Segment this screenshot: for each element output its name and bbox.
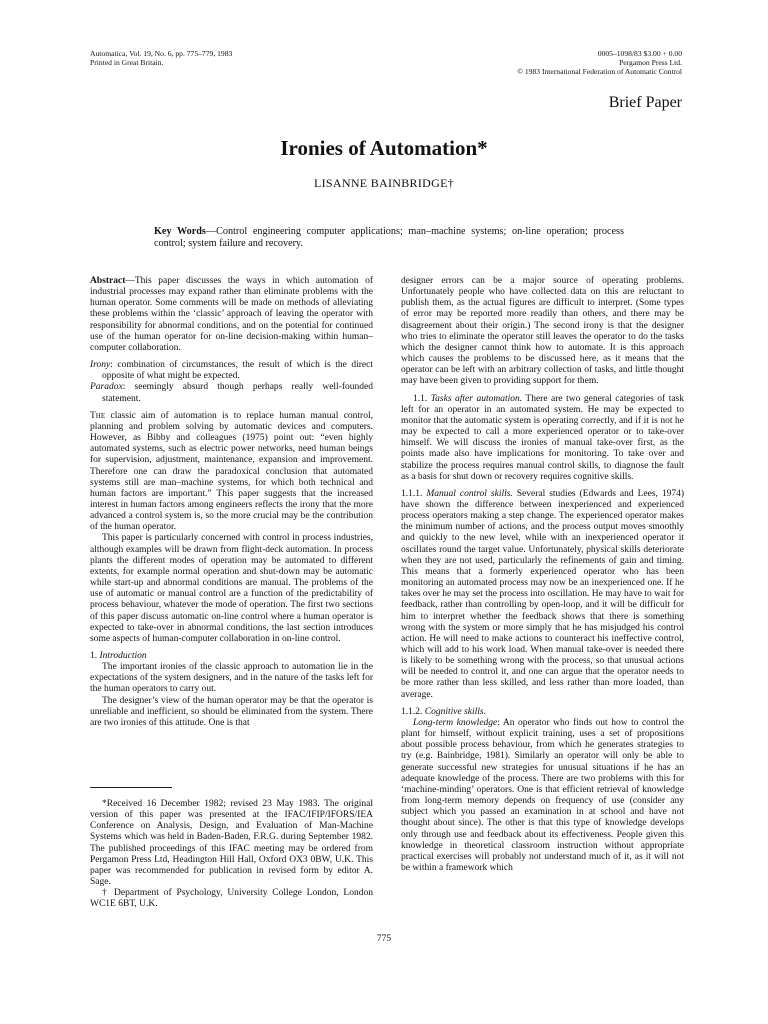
section-1-1-1 — [401, 489, 684, 701]
footnote-received: *Received 16 December 1982; revised 23 May 1983. The original version of this paper was presented at the IFAC/IFIP/IFORS/IEA Conference on Analysis, Design, and Evaluation of Man-Machine Systems which was held in Baden-Baden, F.R.G. during September 1982. The published proceedings of this IFAC meeting may be ordered from Pergamon Press Ltd, Headington Hill Hall, Oxford OX3 0BW, U.K. This paper was recommended for publication in revised form by editor A. Sage. — [90, 799, 373, 888]
paradox-definition — [90, 382, 373, 404]
publisher-line-3: © 1983 International Federation of Automatic Control — [517, 66, 682, 76]
intro-lead: The — [90, 410, 106, 421]
section-1-1-2-number: 1.1.2. — [401, 706, 425, 717]
right-paragraph-1: designer errors can be a major source of operating problems. Unfortunately people who have collected data on this are reluctant to publish them, as the actual figures are difficult to interpret. (Some types of error may be reported more readily than others, and there may be disagreement about their origin.) The second irony is that the designer who tries to eliminate the operator still leaves the operator to do the tasks which the designer cannot think how to automate. It is this approach which causes the problems to be discussed here, as it means that the operator can be left with an arbitrary collection of tasks, and little thought may have been given to providing support for them. — [401, 276, 684, 387]
section-1-1-title: Tasks after automation. — [430, 393, 523, 404]
footnote-rule — [90, 787, 172, 788]
paper-title: Ironies of Automation* — [280, 136, 488, 160]
paragraph-2: This paper is particularly concerned with control in process industries, although examples will be drawn from flight-deck automation. In process plants the different modes of operation may be automated to different extents, for example normal operation and shut-down may be automatic while start-up and abnormal conditions are manual. The problems of the use of automatic or manual control are a function of the predictability of process behaviour, whatever the mode of operation. The first two sections of this paper discuss automatic on-line control where a human operator is expected to take-over in abnormal conditions, the last section introduces some aspects of human-computer collaboration in on-line control. — [90, 533, 373, 644]
irony-term: Irony — [90, 360, 111, 371]
keywords — [154, 226, 624, 251]
left-column — [90, 276, 373, 729]
irony-def: : combination of circumstances, the result of which is the direct opposite of what might be expected. — [102, 360, 373, 382]
journal-citation — [90, 50, 232, 68]
footnote-affiliation: † Department of Psychology, University College London, London WC1E 6BT, U.K. — [90, 888, 373, 910]
publisher-line-2: Pergamon Press Ltd. — [619, 57, 682, 67]
abstract-label: Abstract — [90, 276, 126, 286]
irony-definition — [90, 360, 373, 382]
keywords-text: —Control engineering computer applications; man–machine systems; on-line operation; process control; system failure and recovery. — [154, 226, 624, 250]
intro-text: classic aim of automation is to replace human manual control, planning and problem solving by automatic devices and computers. However, as Bibby and colleagues (1975) point out: “even highly automated systems, such as electric power networks, need human beings for supervision, adjustment, maintenance, expansion and improvement. Therefore one can draw the paradoxical conclusion that automated systems still are man–machine systems, for which both technical and human factors are important.” This paper suggests that the increased interest in human factors among engineers reflects the irony that the more advanced a control system is, so the more crucial may be the contribution of the human operator. — [90, 410, 373, 533]
section-1-1-2-heading — [401, 707, 684, 718]
publisher-info — [517, 50, 682, 76]
section-1-number: 1. — [90, 651, 100, 661]
citation-line-1: Automatica, Vol. 19, No. 6, pp. 775–779, 1983 — [90, 49, 233, 58]
long-term-knowledge-title: Long-term knowledge — [413, 717, 498, 728]
publisher-line-1: 0005–1098/83 $3.00 + 0.00 — [597, 49, 682, 58]
abstract — [90, 276, 373, 354]
section-1-heading — [90, 651, 373, 662]
abstract-text: —This paper discusses the ways in which automation of industrial processes may expand rather than eliminate problems with the human operator. Some comments will be made on methods of alleviating these problems within the ‘classic’ approach of leaving the operator with responsibility for abnormal conditions, and on the potential for continued use of the human operator for on-line decision-making within human–computer collaboration. — [90, 276, 373, 353]
section-tag: Brief Paper — [608, 94, 682, 111]
section-1-1-text: There are two general categories of task left for an operator in an automated system. He may be expected to monitor that the automatic system is operating correctly, and if it is not he may be expected to call a more experienced operator or to take-over himself. We will discuss the ironies of manual take-over first, as the points made also have implications for monitoring. To take over and stabilize the process requires manual control skills, to diagnose the fault as a basis for shut down or recovery requires cognitive skills. — [401, 393, 685, 482]
intro-paragraph — [90, 411, 373, 534]
citation-line-2: Printed in Great Britain. — [90, 57, 164, 67]
author-name: LISANNE BAINBRIDGE† — [313, 176, 455, 190]
section-1-1-1-number: 1.1.1. — [401, 488, 427, 499]
section-1-1-1-title: Manual control skills. — [426, 488, 513, 499]
long-term-knowledge-text: : An operator who finds out how to control the plant for himself, without explicit training, uses a set of propositions about possible process behaviour, from which he generates strategies to try (e.g. Bainbridge, 1981). Similarly an operator will only be able to generate successful new strategies for unusual situations if he has an adequate knowledge of the process. There are two problems with this for ‘machine-minding’ operators. One is that efficient retrieval of knowledge from long-term memory depends on frequency of use (consider any subject which you passed an examination in at school and have not thought about since). The other is that this type of knowledge develops only through use and feedback about its effectiveness. People given this knowledge in theoretical classroom instruction without appropriate practical exercises will probably not understand much of it, as it will not be within a framework which — [401, 717, 684, 873]
section-1-1-number: 1.1. — [413, 393, 431, 404]
long-term-knowledge-paragraph — [401, 718, 684, 874]
section-1-1-2-title: Cognitive skills. — [424, 706, 486, 717]
section-1-1 — [401, 394, 684, 483]
section-1-paragraph-1: The important ironies of the classic approach to automation lie in the expectations of the system designers, and in the nature of the tasks left for the human operators to carry out. — [90, 662, 373, 695]
paradox-def: : seemingly absurd though perhaps really well-founded statement. — [102, 382, 373, 404]
page-number: 775 — [376, 934, 392, 944]
section-1-title: Introduction — [99, 651, 147, 661]
right-column — [401, 276, 684, 874]
footnotes — [90, 799, 373, 911]
section-1-1-1-text: Several studies (Edwards and Lees, 1974) have shown the difference between inexperienced and experienced process operators making a step change. The experienced operator makes the minimum number of actions, and the process output moves smoothly and quickly to the new level, while with an inexperienced operator it oscillates round the target value. Unfortunately, physical skills deteriorate when they are not used, particularly the refinements of gain and timing. This means that a formerly experienced operator who has been monitoring an automated process may now be an inexperienced one. If he takes over he may set the process into oscillation. He may have to wait for feedback, rather than controlling by open-loop, and it will be difficult for him to interpret whether the feedback shows that there is something wrong with the system or more simply that he has misjudged his control action. He will need to make actions to counteract his ineffective control, which will add to his work load. When manual take-over is needed there is likely to be something wrong with the process, so that unusual actions will be needed to control it, and one can argue that the operator needs to be more rather than less skilled, and less rather than more loaded, than average. — [401, 488, 685, 700]
section-1-paragraph-2: The designer’s view of the human operator may be that the operator is unreliable and inefficient, so should be eliminated from the system. There are two ironies of this attitude. One is that — [90, 695, 373, 728]
keywords-label: Key Words — [154, 226, 206, 237]
paradox-term: Paradox — [90, 382, 123, 393]
